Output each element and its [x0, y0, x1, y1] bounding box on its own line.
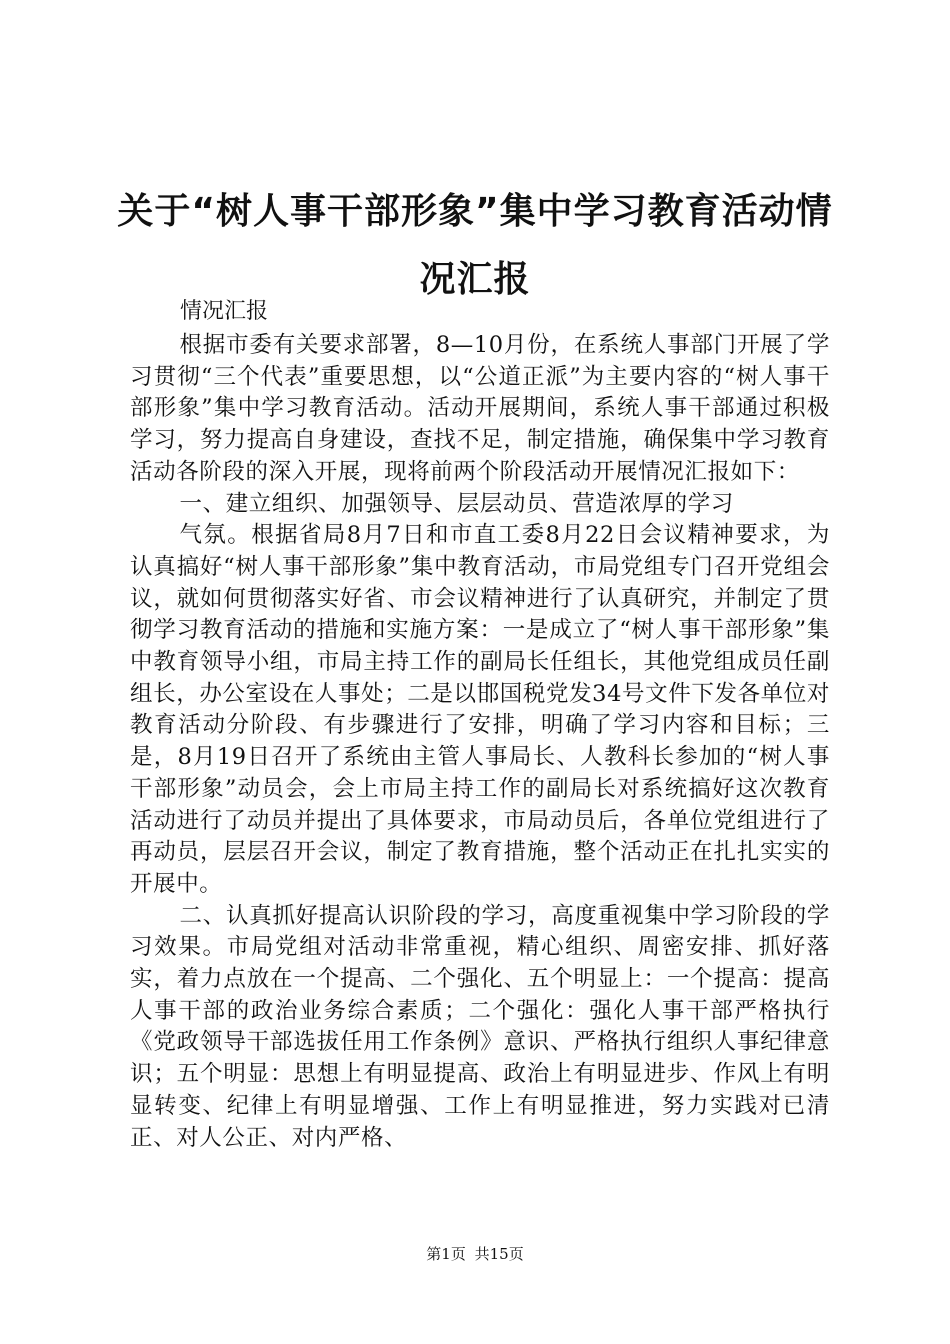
document-title: 关于“树人事干部形象”集中学习教育活动情况汇报: [117, 191, 833, 300]
total-pages: 共15页: [474, 1245, 524, 1263]
page-number: 第1页: [426, 1245, 466, 1263]
document-body: [130, 330, 830, 1154]
paragraph-section-one-body: 气氛。根据省局8月7日和市直工委8月22日会议精神要求，为认真搞好“树人事干部形象”集中教育活动，市局党组专门召开党组会议，就如何贯彻落实好省、市会议精神进行了认真研究，并制定了贯彻学习教育活动的措施和实施方案：一是成立了“树人事干部形象”集中教育领导小组，市局主持工作的副局长任组长，其他党组成员任副组长，办公室设在人事处；二是以邯国税党发34号文件下发各单位对教育活动分阶段、有步骤进行了安排，明确了学习内容和目标；三是，8月19日召开了系统由主管人事局长、人教科长参加的“树人事干部形象”动员会，会上市局主持工作的副局长对系统搞好这次教育活动进行了动员并提出了具体要求，市局动员后，各单位党组进行了再动员，层层召开会议，制定了教育措施，整个活动正在扎扎实实的开展中。: [130, 522, 830, 897]
paragraph-section-two: 二、认真抓好提高认识阶段的学习，高度重视集中学习阶段的学习效果。市局党组对活动非常重视，精心组织、周密安排、抓好落实，着力点放在一个提高、二个强化、五个明显上：一个提高：提高人事干部的政治业务综合素质；二个强化：强化人事干部严格执行《党政领导干部选拔任用工作条例》意识、严格执行组织人事纪律意识；五个明显：思想上有明显提高、政治上有明显进步、作风上有明显转变、纪律上有明显增强、工作上有明显推进，努力实践对已清正、对人公正、对内严格、: [130, 902, 830, 1151]
paragraph-section-one-heading: 一、建立组织、加强领导、层层动员、营造浓厚的学习: [179, 490, 734, 517]
paragraph-intro: 根据市委有关要求部署，8—10月份，在系统人事部门开展了学习贯彻“三个代表”重要思想，以“公道正派”为主要内容的“树人事干部形象”集中学习教育活动。活动开展期间，系统人事干部通过积极学习，努力提高自身建设，查找不足，制定措施，确保集中学习教育活动各阶段的深入开展，现将前两个阶段活动开展情况汇报如下：: [130, 332, 830, 485]
document-subheading: 情况汇报: [180, 299, 269, 324]
page-footer: [0, 1243, 950, 1265]
